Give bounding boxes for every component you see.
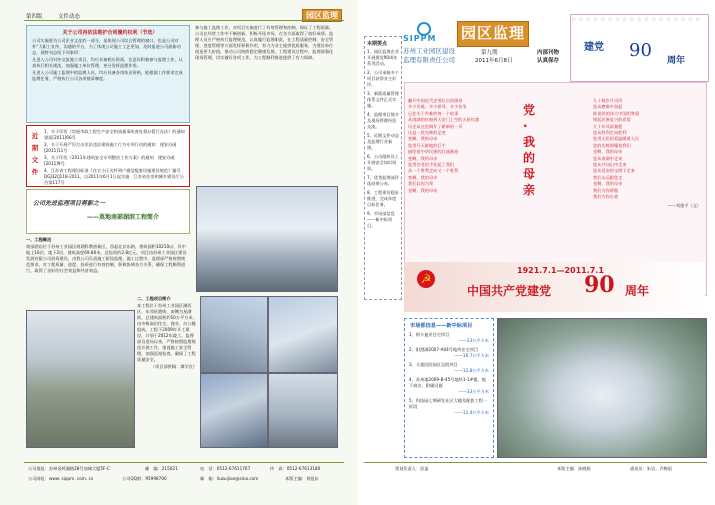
law-list-label: [29, 130, 41, 178]
footer-address: 公司地址：苏州金鸡湖路28号加城大厦5F-C: [28, 466, 110, 471]
contents-list: [367, 49, 399, 295]
poem-line: 您从延安的宝塔下走来: [593, 168, 635, 174]
label-char: 期: [31, 144, 39, 152]
notice-box: [26, 25, 190, 123]
market-item: 3、儿童医院园区总院项目: [409, 362, 458, 367]
project1-text: 商部酒店位于苏州工业园区商湖科教创新区，西起北京东路，建筑面积10210㎡，其中地上16层，地下2层，建筑高度69.80米，总投资约2.8亿元。项目由苏州工业园区建设发展有限公司投资建设，由我公司负责施工阶段监理。施工过程中，监理部严格按照规范要求，对工程质量、进度、投资进行有效控制，积极协调各方关系，确保工程顺利进行，取得了良好的社会效益和经济效益。: [26, 244, 187, 273]
section-column: 文件动态: [58, 14, 81, 20]
party-emblem: ☭: [417, 270, 435, 288]
tag-keep: 认真保存: [537, 58, 560, 64]
banner-number: 90: [584, 272, 615, 298]
project-photo-building-d: [268, 373, 338, 448]
contents-item: 8、工程建设稳步推进，完成年度目标任务。: [367, 190, 399, 207]
poem-line: 谁说你的伟大中国的脊梁: [593, 110, 640, 116]
section-number: 第四版: [26, 14, 43, 20]
footer-tel: 电 话：0512-67611767: [200, 466, 251, 471]
poem-line: 您用无私的爱温暖着人民: [593, 136, 640, 142]
footer-editor: 本版主编：刘旭东: [285, 476, 319, 481]
poem-line: 翻开中国近代史那长长的画卷: [408, 98, 463, 103]
notice-body: [32, 38, 184, 120]
market-item: 2、阳澄湖2007-A04号地块住宅项目: [409, 347, 479, 352]
right-column-text: 参与施工监理工作，对项目实施进行了有效管理和控制，保证了工程质量。公司在经营工作中不断创新，积极开拓市场，在各方面取得了较好成绩。监理人员应严格执行监理规范，认真履行监理职责，在工程质量控制、安全管理、进度管理等方面发挥积极作用，努力为业主提供优质服务，为建设单位创造更大价值，推动公司持续稳定健康发展。工程建设过程中，监理部强化现场管理，切实做好各项工作，为工程顺利推进提供了有力保障。: [195, 25, 334, 60]
notice-paragraph: 凡进入公司施工监理中的监理人员，均应具备各岗执业资格，能根据工作要求完成监理任务，严格执行公司各项规章制度。: [32, 70, 183, 81]
poem-line: 多少苦难，多少屈辱，多少抗争: [408, 104, 467, 110]
contents-item: 4、监理项目简介及现场管理经验交流。: [367, 112, 399, 129]
market-list: [409, 332, 489, 454]
poem-line: 您用开天辟地的巨手: [408, 142, 446, 148]
footer-qq: 公司QQ群：95998700: [122, 476, 167, 481]
poem-line: 撑起民族复兴的希望: [593, 117, 631, 123]
project-photo-building-c: [200, 373, 268, 448]
market-item: 5、科技园七期研发社区大楼及配套工程一标段: [409, 398, 488, 409]
tag-internal: 内部刊物: [537, 50, 560, 56]
footer-right-editor: 本版主编：孙晓娟: [557, 466, 591, 471]
poem-line: 党啊，我的母亲: [593, 149, 623, 155]
market-item: 1、阿卡迪亚住宅项目: [409, 332, 450, 337]
left-page: [0, 0, 357, 505]
project2: [137, 296, 197, 446]
project2-text: 本工程位于苏州工业园区湖西区，东邻星港街，南侧为星湖街，总建筑面积约50万平方米，由多栋高层住宅、商业、办公楼组成。工程于2009年开工建设，计划于2012年竣工。监理部自进场以来，严格按照监理规范开展工作，重视施工安全管理，加强巡视检查，确保了工程质量安全。: [137, 303, 197, 362]
law-items: [44, 129, 190, 185]
poem-line: 党啊，我的母亲: [408, 187, 438, 193]
project-photo-bridge: [26, 310, 135, 448]
market-item-value: ——12.8万平方米: [454, 368, 489, 373]
label-char: 近: [31, 132, 39, 140]
law-list-box: [26, 125, 190, 187]
left-footer-rule: [24, 462, 344, 463]
celebrate-number: 90: [629, 40, 652, 61]
poem-line: 九十载岁月风风: [593, 98, 623, 103]
contents-item: 1、园区监理企业开展建党90周年系列活动。: [367, 49, 399, 66]
market-item-value: ——11.4万平方米: [454, 410, 489, 415]
poem-line: 从一个胜利走向又一个胜利: [408, 168, 459, 174]
market-item: 4、苏州地2009-B-45号地块1-1#楼、地下商业、附属设施: [409, 377, 486, 388]
aerial-photo: [497, 318, 707, 458]
project2-heading: 二、工程项目简介: [137, 296, 171, 301]
poem-line: 您从井冈山中走来: [593, 162, 627, 168]
star-border-top: ☆ ☆ ☆ ☆ ☆ ☆ ☆ ☆ ☆ ☆ ☆ ☆ ☆ ☆ ☆ ☆ ☆ ☆: [571, 16, 701, 23]
notice-paragraph: 凡进入公司对外交流施工项目，均应具备相应资质，注意好积极参与监理工作，认真执行相关规范，加强施工单位管理，充分发挥监理作用。: [32, 57, 183, 68]
poem-line: 变啊，我的母亲: [408, 136, 438, 142]
poem-line: 您从胜利走向胜利: [593, 130, 627, 136]
project2-credit: （项目部供稿：谭学宣）: [150, 364, 197, 369]
footer-fax: 传 真：0512-67613180: [270, 466, 321, 471]
market-title: 市场部信息——新中标项目: [410, 323, 473, 329]
company-name-2: 监理有限责任公司: [403, 56, 455, 64]
contents-item: 7、优秀监理部评选结果公布。: [367, 175, 399, 186]
label-char: 件: [31, 168, 39, 176]
poem-credit: ——刘建平（文）: [667, 202, 701, 208]
banner-dates: 1921.7.1—2011.7.1: [517, 266, 604, 275]
contents-box: [364, 36, 402, 300]
poem-line: 从南湖的红船到天安门上空的五星红旗: [408, 117, 480, 123]
masthead-title: 园区监理: [461, 24, 526, 42]
footer-correspondent: 通讯员：朱岩、乔梅雨: [630, 466, 672, 471]
contents-item: 5、近期文件动态及监理行业新规。: [367, 133, 399, 150]
brand-logo-mark: [417, 22, 431, 36]
law-item: 3、关于印发《2011年建筑安全专项整治工作方案》的通知 建安办函[2011]9号: [44, 155, 175, 166]
company-name-1: 苏州工业园区建设: [403, 47, 455, 55]
contents-item: 9、市场部信息——新中标项目。: [367, 211, 395, 228]
celebrate-text-1: 建党: [584, 42, 604, 53]
issue-number: 第九期: [481, 50, 498, 56]
law-item: 2、关于开展严厉打击非法违法建筑施工行为专项行动的通知 建安办函[2011]11号: [44, 142, 177, 153]
poem-line: 您从磨难中奋起: [593, 104, 623, 110]
banner-text-1: 中国共产党建党: [467, 284, 552, 298]
market-item-value: ——23万平方米: [458, 338, 489, 343]
brand-logo-text: SIPPM: [403, 34, 437, 43]
project-photo-building-a: [200, 296, 268, 373]
footer-zip: 邮 编：215021: [145, 466, 178, 471]
market-item-value: ——16.7万平方米: [454, 353, 489, 358]
right-page: [357, 0, 715, 505]
poem-line: 您用苍老的手托起了我们: [408, 162, 455, 168]
left-right-column: [195, 25, 335, 183]
market-box: [404, 318, 494, 458]
project-photo-building-b: [268, 296, 338, 373]
header-rule: [24, 20, 344, 21]
banner-text-2: 周年: [625, 284, 650, 298]
feature-subtitle: ——莫地南部湖滨工程简介: [87, 214, 160, 221]
poem-line: 我们为你自豪: [593, 194, 619, 200]
project-photo-towers: [196, 186, 338, 292]
right-footer-rule: [364, 462, 707, 463]
poem-line: 记住关于苦难的每一个故事: [408, 110, 459, 116]
notice-paragraph: 公司实施要为公司企业文化的一部分，是体现公司综合管理的窗口，也是公司对外“大职工宣传、沟通的平台，为了体现公司施工工艺更加，及时报道公司最新动态，现特刊总结下列事项：: [32, 38, 181, 55]
poem-line: 变啊，我的母亲: [408, 174, 438, 180]
market-item-value: ——33万平方米: [458, 389, 489, 394]
footer-email: 邮 箱：liuzuijian@sina.com: [200, 476, 259, 481]
poem-line: 描绘着中华民族的壮丽画卷: [408, 149, 459, 155]
poem-line: 这是一段光辉的足迹: [408, 130, 446, 136]
footer-planner: 策划负责人：彭盈: [395, 466, 429, 471]
poem-line: 我们永远跟您走: [593, 174, 623, 180]
poem-line: 我们以你为荣: [408, 181, 434, 187]
header-logo: 园区监理: [302, 9, 342, 22]
contents-item: 2、公司承接多个项目获得业主好评。: [367, 70, 399, 87]
contents-item: 6、公司组织员工开展安全知识培训。: [367, 154, 399, 171]
label-char: 文: [31, 156, 39, 164]
footer-web: 公司网址：www. sippm. com. cn: [28, 476, 94, 481]
poem-left: [408, 98, 508, 288]
poem-title-vertical: 党·我的母亲: [523, 103, 536, 197]
contents-item: 3、新版质量管理体系文件正式实施。: [367, 91, 399, 108]
poem-line: 您的光辉照耀着我们: [593, 142, 631, 148]
poem-line: 九十年风雨兼程: [593, 123, 623, 129]
celebrate-text-2: 周年: [667, 56, 686, 66]
poem-right: [593, 98, 701, 288]
issue-date: 2011年6月8日: [475, 58, 513, 64]
law-item: 4、江苏省工程建设标准《住宅小区光纤到户通信配套设施建设规范》编号 DGJ32/J118-2011，自2011年6月1日起实施 江苏省住房和城乡建设厅公告第117号: [44, 168, 184, 185]
project1-heading: 一、工程概况: [26, 237, 52, 242]
contents-title: 本期要点: [367, 41, 388, 47]
law-item: 1、关于印发《房屋市政工程生产安全和质量事故查处督办暂行办法》的通知 建质[2011]66号: [44, 129, 190, 140]
feature-box: [26, 189, 190, 234]
notice-title: 关于公司再依法维护合同履约权利（节选）: [62, 30, 158, 36]
poem-line: 您从南湖中走来: [593, 155, 623, 161]
poem-line: 历史从这里揭开了崭新的一页: [408, 123, 463, 129]
poem-line: 我们为你骄傲: [593, 187, 619, 193]
poem-line: 变啊，我的母亲: [408, 155, 438, 161]
feature-title: 公司先进监理项目剪影之一: [33, 200, 106, 207]
poem-line: 党啊，我的母亲: [593, 181, 623, 187]
